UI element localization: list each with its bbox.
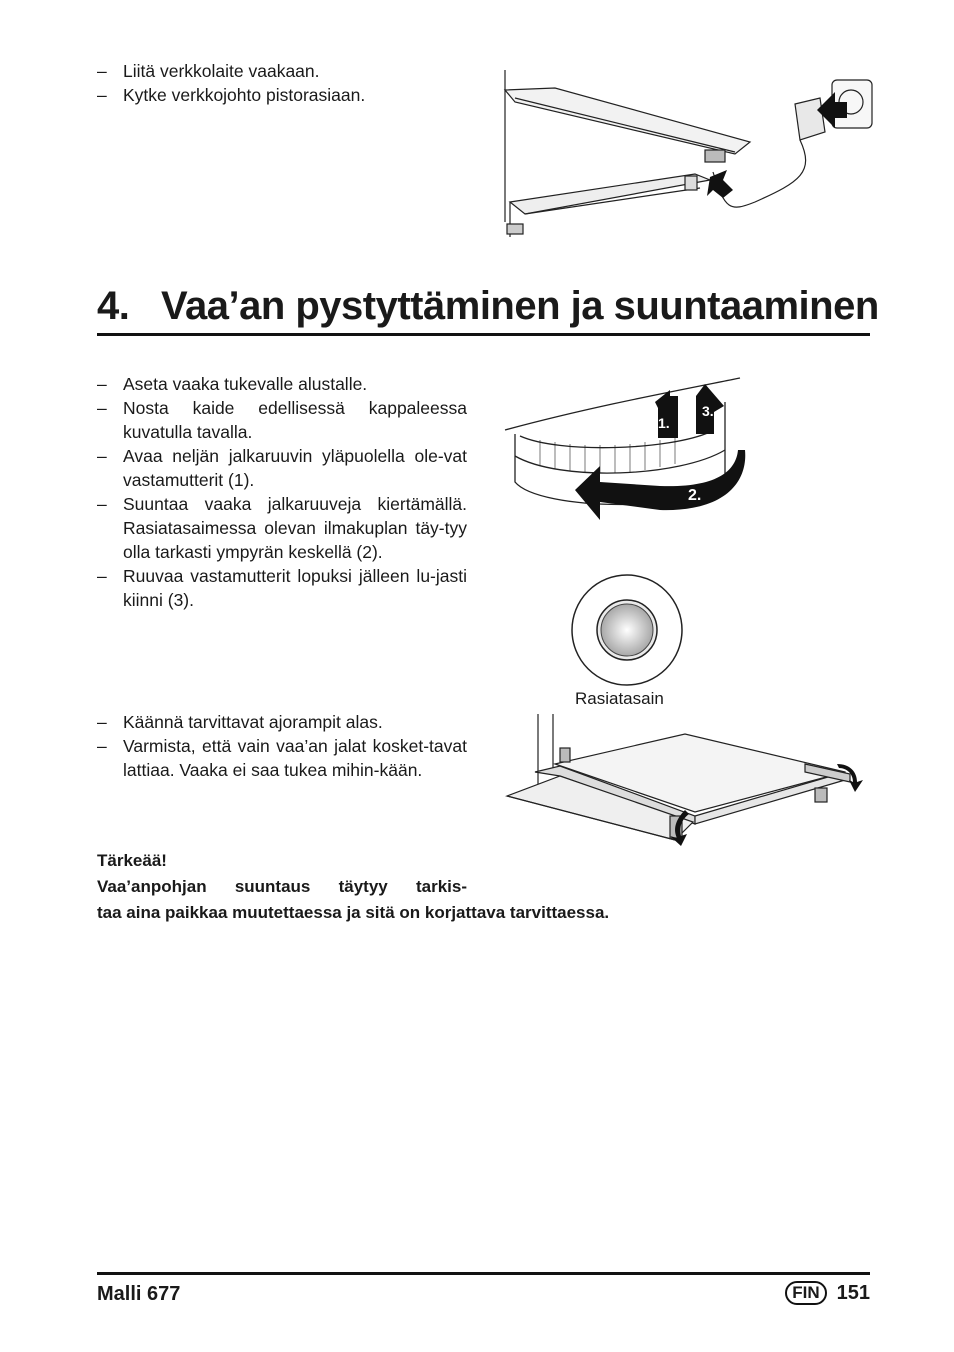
list-item: – Varmista, että vain vaa’an jalat kosket-tavat lattiaa. Vaaka ei saa tukea mihin-kään. bbox=[97, 736, 467, 780]
section-number: 4. bbox=[97, 284, 130, 328]
heading-rule bbox=[97, 333, 870, 336]
section-title: Vaa’an pystyttäminen ja suuntaaminen bbox=[161, 284, 879, 328]
footer-right bbox=[774, 1281, 870, 1305]
footer-rule bbox=[97, 1272, 870, 1275]
list-item: – Suuntaa vaaka jalkaruuveja kiertämällä. Rasiatasaimessa olevan ilmakuplan täy-tyy olla tarkasti ympyrän keskellä (2). bbox=[97, 494, 467, 562]
list-item: – Käännä tarvittavat ajorampit alas. bbox=[97, 712, 383, 732]
step-2-label: 2. bbox=[688, 487, 702, 504]
language-badge: FIN bbox=[785, 1281, 826, 1305]
scale-platform-illustration bbox=[505, 712, 870, 847]
foot-screw-illustration bbox=[500, 372, 760, 532]
step-1-label: 1. bbox=[658, 415, 670, 431]
important-heading: Tärkeää! bbox=[97, 851, 167, 870]
step-3-label: 3. bbox=[702, 403, 714, 419]
list-item: – Kytke verkkojohto pistorasiaan. bbox=[97, 85, 366, 105]
level-caption: Rasiatasain bbox=[575, 689, 664, 708]
list-item: – Liitä verkkolaite vaakaan. bbox=[97, 61, 320, 81]
list-item: – Avaa neljän jalkaruuvin yläpuolella ole-vat vastamutterit (1). bbox=[97, 446, 467, 490]
list-item: – Ruuvaa vastamutterit lopuksi jälleen lu-jasti kiinni (3). bbox=[97, 566, 467, 610]
ramp-list bbox=[97, 710, 467, 782]
intro-list bbox=[97, 59, 497, 107]
important-line-2: taa aina paikkaa muutettaessa ja sitä on korjattava tarvittaessa. bbox=[97, 903, 610, 922]
leveling-list bbox=[97, 372, 467, 612]
power-adapter-illustration bbox=[495, 62, 890, 247]
section-heading bbox=[97, 282, 879, 330]
footer-model: Malli 677 bbox=[97, 1283, 181, 1305]
list-item: – Nosta kaide edellisessä kappaleessa kuvatulla tavalla. bbox=[97, 398, 467, 442]
list-item: – Aseta vaaka tukevalle alustalle. bbox=[97, 374, 368, 394]
bubble-level-icon bbox=[570, 573, 684, 687]
page-number: 151 bbox=[836, 1281, 870, 1304]
important-line-1: Vaa’anpohjan suuntaus täytyy tarkis- bbox=[97, 877, 467, 896]
